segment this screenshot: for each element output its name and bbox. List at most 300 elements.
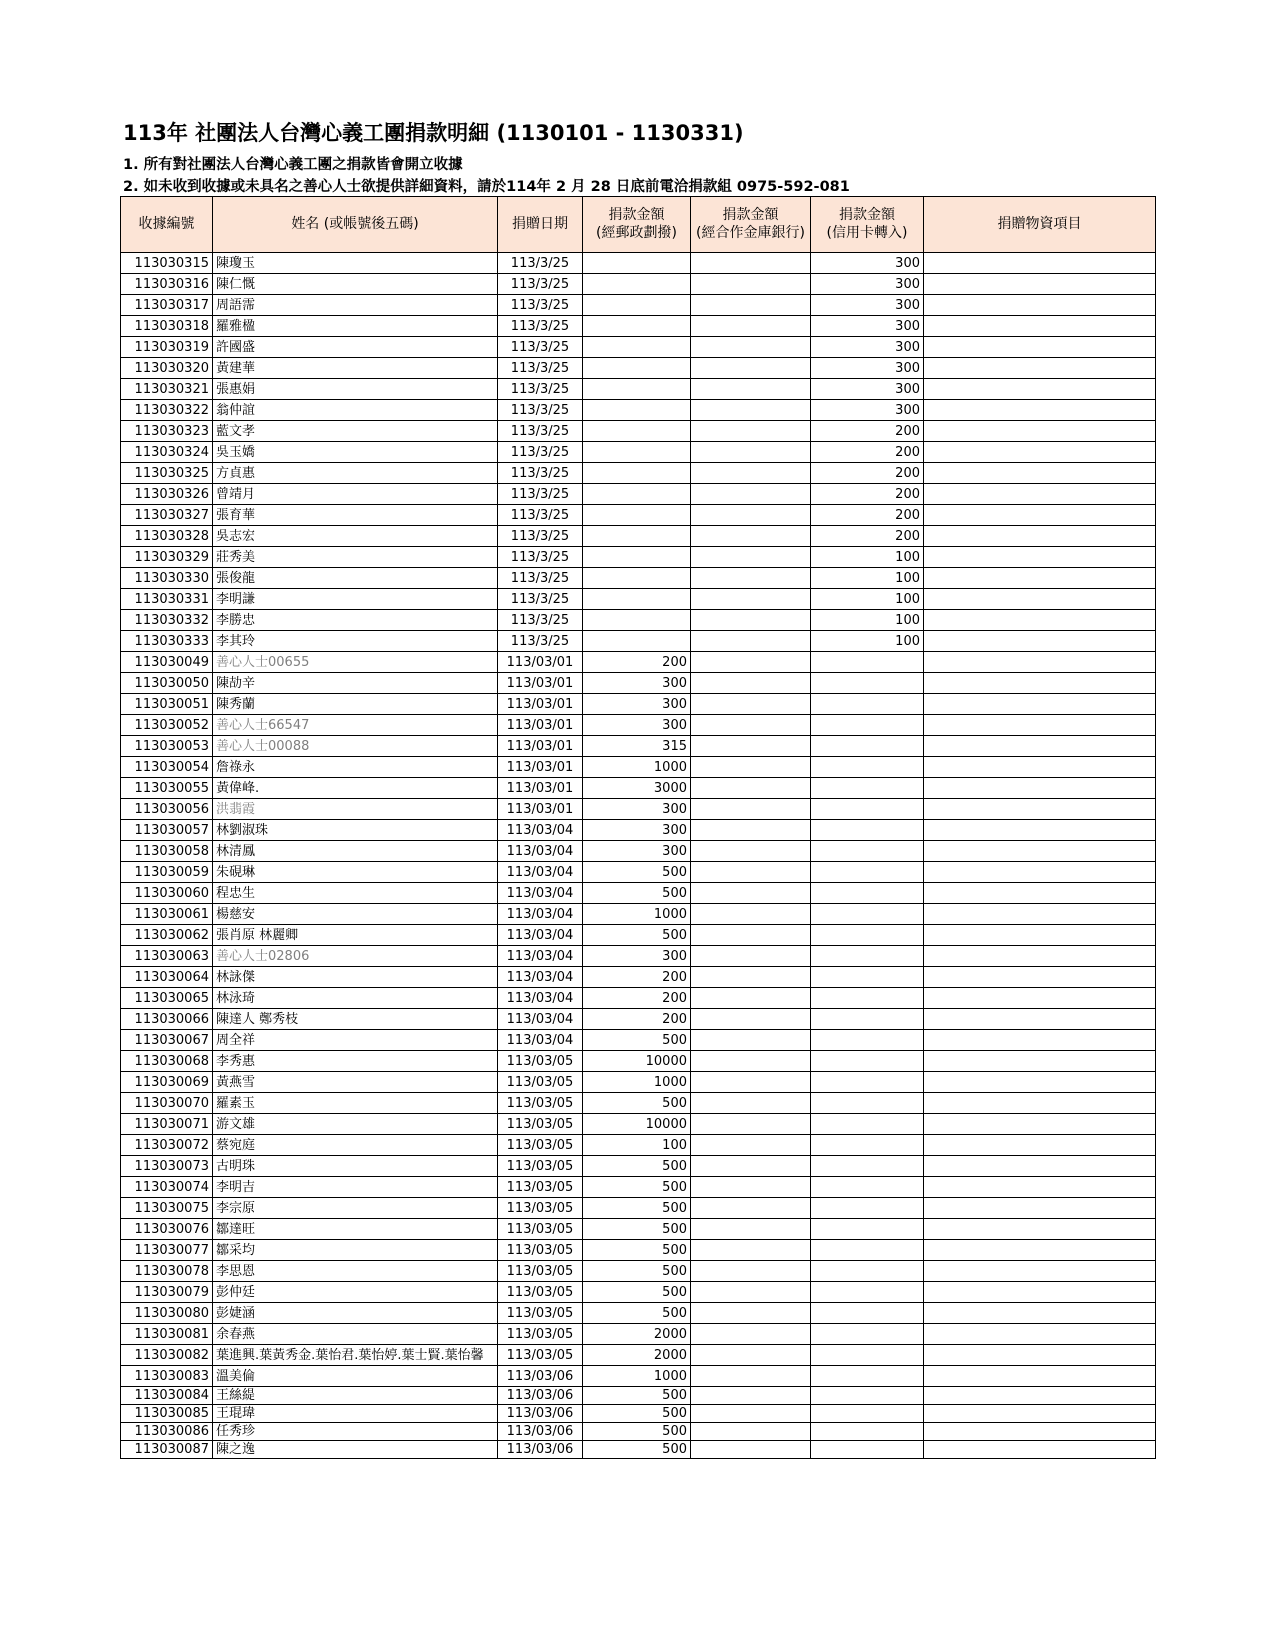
amount-card-cell bbox=[811, 715, 924, 736]
donation-date-cell: 113/3/25 bbox=[498, 379, 583, 400]
receipt-number-cell: 113030077 bbox=[121, 1240, 213, 1261]
goods-cell bbox=[924, 631, 1156, 652]
amount-bank-cell bbox=[691, 589, 811, 610]
amount-card-cell: 200 bbox=[811, 442, 924, 463]
donation-date-cell: 113/03/05 bbox=[498, 1156, 583, 1177]
amount-bank-cell bbox=[691, 1072, 811, 1093]
table-row bbox=[121, 589, 1156, 610]
goods-cell bbox=[924, 673, 1156, 694]
receipt-number-cell: 113030067 bbox=[121, 1030, 213, 1051]
receipt-number-cell: 113030085 bbox=[121, 1405, 213, 1423]
donor-name-cell: 吳玉嬌 bbox=[213, 442, 498, 463]
donor-name-cell: 吳志宏 bbox=[213, 526, 498, 547]
receipt-number-cell: 113030070 bbox=[121, 1093, 213, 1114]
donor-name-cell: 莊秀美 bbox=[213, 547, 498, 568]
table-row bbox=[121, 1324, 1156, 1345]
receipt-number-cell: 113030053 bbox=[121, 736, 213, 757]
receipt-number-cell: 113030316 bbox=[121, 274, 213, 295]
amount-postal-cell bbox=[583, 568, 691, 589]
amount-bank-cell bbox=[691, 1051, 811, 1072]
donor-name-cell: 彭仲廷 bbox=[213, 1282, 498, 1303]
amount-card-cell: 200 bbox=[811, 484, 924, 505]
receipt-number-cell: 113030324 bbox=[121, 442, 213, 463]
donor-name-cell: 王琨瑋 bbox=[213, 1405, 498, 1423]
amount-bank-cell bbox=[691, 1156, 811, 1177]
receipt-number-cell: 113030076 bbox=[121, 1219, 213, 1240]
table-row bbox=[121, 799, 1156, 820]
amount-bank-cell bbox=[691, 1345, 811, 1366]
amount-postal-cell: 1000 bbox=[583, 904, 691, 925]
goods-cell bbox=[924, 967, 1156, 988]
receipt-number-cell: 113030057 bbox=[121, 820, 213, 841]
amount-bank-cell bbox=[691, 841, 811, 862]
donor-name-cell: 任秀珍 bbox=[213, 1423, 498, 1441]
amount-bank-cell bbox=[691, 799, 811, 820]
donor-name-cell: 王絲緹 bbox=[213, 1387, 498, 1405]
table-row bbox=[121, 295, 1156, 316]
donor-name-cell: 李思恩 bbox=[213, 1261, 498, 1282]
donor-name-cell: 陳秀蘭 bbox=[213, 694, 498, 715]
table-row bbox=[121, 400, 1156, 421]
amount-bank-cell bbox=[691, 673, 811, 694]
goods-cell bbox=[924, 253, 1156, 274]
amount-card-cell bbox=[811, 904, 924, 925]
receipt-number-cell: 113030061 bbox=[121, 904, 213, 925]
amount-postal-cell: 300 bbox=[583, 673, 691, 694]
donation-date-cell: 113/3/25 bbox=[498, 358, 583, 379]
amount-card-cell bbox=[811, 1387, 924, 1405]
amount-postal-cell: 500 bbox=[583, 862, 691, 883]
table-row bbox=[121, 1441, 1156, 1459]
amount-card-cell: 100 bbox=[811, 568, 924, 589]
amount-bank-cell bbox=[691, 757, 811, 778]
amount-postal-cell: 500 bbox=[583, 1093, 691, 1114]
amount-postal-cell: 300 bbox=[583, 946, 691, 967]
amount-bank-cell bbox=[691, 946, 811, 967]
donor-name-cell: 林劉淑珠 bbox=[213, 820, 498, 841]
receipt-number-cell: 113030072 bbox=[121, 1135, 213, 1156]
donation-date-cell: 113/3/25 bbox=[498, 484, 583, 505]
goods-cell bbox=[924, 400, 1156, 421]
amount-postal-cell bbox=[583, 484, 691, 505]
amount-card-cell: 100 bbox=[811, 547, 924, 568]
amount-postal-cell: 2000 bbox=[583, 1324, 691, 1345]
receipt-number-cell: 113030083 bbox=[121, 1366, 213, 1387]
receipt-number-cell: 113030049 bbox=[121, 652, 213, 673]
table-row bbox=[121, 757, 1156, 778]
goods-cell bbox=[924, 757, 1156, 778]
donor-name-cell: 陳瓊玉 bbox=[213, 253, 498, 274]
goods-cell bbox=[924, 715, 1156, 736]
goods-cell bbox=[924, 1441, 1156, 1459]
amount-bank-cell bbox=[691, 610, 811, 631]
donation-date-cell: 113/03/04 bbox=[498, 904, 583, 925]
table-row bbox=[121, 1030, 1156, 1051]
amount-bank-cell bbox=[691, 1405, 811, 1423]
goods-cell bbox=[924, 547, 1156, 568]
amount-postal-cell bbox=[583, 610, 691, 631]
table-row bbox=[121, 1072, 1156, 1093]
amount-postal-cell bbox=[583, 463, 691, 484]
amount-card-cell bbox=[811, 946, 924, 967]
amount-postal-cell: 500 bbox=[583, 1030, 691, 1051]
donor-name-cell: 陳劼辛 bbox=[213, 673, 498, 694]
amount-bank-cell bbox=[691, 1198, 811, 1219]
table-row bbox=[121, 253, 1156, 274]
amount-postal-cell: 300 bbox=[583, 820, 691, 841]
donor-name-cell: 林清鳳 bbox=[213, 841, 498, 862]
goods-cell bbox=[924, 1009, 1156, 1030]
donation-date-cell: 113/3/25 bbox=[498, 295, 583, 316]
donor-name-cell: 曾靖月 bbox=[213, 484, 498, 505]
donor-name-cell: 鄒采均 bbox=[213, 1240, 498, 1261]
amount-bank-cell bbox=[691, 400, 811, 421]
table-row bbox=[121, 337, 1156, 358]
donation-date-cell: 113/03/04 bbox=[498, 1030, 583, 1051]
amount-bank-cell bbox=[691, 421, 811, 442]
table-row bbox=[121, 505, 1156, 526]
donation-date-cell: 113/03/04 bbox=[498, 946, 583, 967]
donation-date-cell: 113/3/25 bbox=[498, 568, 583, 589]
goods-cell bbox=[924, 1030, 1156, 1051]
table-row bbox=[121, 694, 1156, 715]
donation-date-cell: 113/03/05 bbox=[498, 1261, 583, 1282]
amount-bank-cell bbox=[691, 736, 811, 757]
donation-date-cell: 113/3/25 bbox=[498, 400, 583, 421]
donation-date-cell: 113/03/05 bbox=[498, 1324, 583, 1345]
receipt-number-cell: 113030074 bbox=[121, 1177, 213, 1198]
donor-name-cell: 陳仁慨 bbox=[213, 274, 498, 295]
amount-card-cell bbox=[811, 1156, 924, 1177]
table-row bbox=[121, 358, 1156, 379]
receipt-number-cell: 113030056 bbox=[121, 799, 213, 820]
amount-bank-cell bbox=[691, 1177, 811, 1198]
donation-date-cell: 113/03/04 bbox=[498, 988, 583, 1009]
donation-date-cell: 113/3/25 bbox=[498, 337, 583, 358]
goods-cell bbox=[924, 1345, 1156, 1366]
amount-postal-cell: 500 bbox=[583, 1303, 691, 1324]
amount-bank-cell bbox=[691, 925, 811, 946]
receipt-number-cell: 113030319 bbox=[121, 337, 213, 358]
donation-date-cell: 113/03/05 bbox=[498, 1303, 583, 1324]
donation-date-cell: 113/3/25 bbox=[498, 631, 583, 652]
goods-cell bbox=[924, 1114, 1156, 1135]
table-row bbox=[121, 442, 1156, 463]
table-row bbox=[121, 862, 1156, 883]
donor-name-cell: 翁仲誼 bbox=[213, 400, 498, 421]
donation-date-cell: 113/03/04 bbox=[498, 841, 583, 862]
amount-postal-cell: 500 bbox=[583, 883, 691, 904]
table-row bbox=[121, 484, 1156, 505]
amount-card-cell bbox=[811, 1345, 924, 1366]
amount-postal-cell: 500 bbox=[583, 1423, 691, 1441]
receipt-number-cell: 113030315 bbox=[121, 253, 213, 274]
donor-name-cell: 張肖原 林麗卿 bbox=[213, 925, 498, 946]
donation-date-cell: 113/03/05 bbox=[498, 1093, 583, 1114]
goods-cell bbox=[924, 1177, 1156, 1198]
table-row bbox=[121, 1345, 1156, 1366]
receipt-number-cell: 113030326 bbox=[121, 484, 213, 505]
amount-card-cell bbox=[811, 1030, 924, 1051]
donor-name-cell: 洪翡霞 bbox=[213, 799, 498, 820]
amount-card-cell: 200 bbox=[811, 505, 924, 526]
donor-name-cell: 陳達人 鄭秀枝 bbox=[213, 1009, 498, 1030]
receipt-number-cell: 113030078 bbox=[121, 1261, 213, 1282]
donation-date-cell: 113/03/05 bbox=[498, 1219, 583, 1240]
donation-date-cell: 113/03/04 bbox=[498, 1009, 583, 1030]
amount-postal-cell bbox=[583, 400, 691, 421]
receipt-number-cell: 113030069 bbox=[121, 1072, 213, 1093]
goods-cell bbox=[924, 778, 1156, 799]
table-row bbox=[121, 778, 1156, 799]
amount-postal-cell: 200 bbox=[583, 988, 691, 1009]
table-row bbox=[121, 463, 1156, 484]
amount-bank-cell bbox=[691, 1219, 811, 1240]
donation-date-cell: 113/3/25 bbox=[498, 421, 583, 442]
table-row bbox=[121, 715, 1156, 736]
amount-card-cell bbox=[811, 1282, 924, 1303]
donor-name-cell: 楊慈安 bbox=[213, 904, 498, 925]
contact-note: 2. 如未收到收據或未具名之善心人士欲提供詳細資料，請於114年 2 月 28 日底前電洽捐款組 0975-592-081 bbox=[123, 179, 850, 195]
amount-card-cell bbox=[811, 1405, 924, 1423]
receipt-number-cell: 113030329 bbox=[121, 547, 213, 568]
donor-name-cell: 李其玲 bbox=[213, 631, 498, 652]
goods-cell bbox=[924, 1051, 1156, 1072]
table-row bbox=[121, 1198, 1156, 1219]
amount-bank-cell bbox=[691, 316, 811, 337]
receipt-number-cell: 113030333 bbox=[121, 631, 213, 652]
amount-postal-cell bbox=[583, 379, 691, 400]
amount-card-cell bbox=[811, 1093, 924, 1114]
amount-bank-cell bbox=[691, 1135, 811, 1156]
goods-cell bbox=[924, 694, 1156, 715]
goods-cell bbox=[924, 421, 1156, 442]
amount-card-cell: 200 bbox=[811, 463, 924, 484]
table-row bbox=[121, 547, 1156, 568]
amount-card-cell bbox=[811, 673, 924, 694]
table-row bbox=[121, 1219, 1156, 1240]
donor-name-cell: 古明珠 bbox=[213, 1156, 498, 1177]
donation-date-cell: 113/3/25 bbox=[498, 526, 583, 547]
amount-card-cell: 100 bbox=[811, 610, 924, 631]
donation-date-cell: 113/03/05 bbox=[498, 1135, 583, 1156]
donor-name-cell: 藍文孝 bbox=[213, 421, 498, 442]
amount-card-cell bbox=[811, 1009, 924, 1030]
table-row bbox=[121, 1282, 1156, 1303]
goods-cell bbox=[924, 1405, 1156, 1423]
donor-name-cell: 林泳琦 bbox=[213, 988, 498, 1009]
amount-bank-cell bbox=[691, 694, 811, 715]
amount-postal-cell: 300 bbox=[583, 799, 691, 820]
amount-bank-cell bbox=[691, 988, 811, 1009]
amount-card-cell: 300 bbox=[811, 316, 924, 337]
receipt-number-cell: 113030051 bbox=[121, 694, 213, 715]
receipt-number-cell: 113030331 bbox=[121, 589, 213, 610]
amount-postal-cell: 3000 bbox=[583, 778, 691, 799]
amount-bank-cell bbox=[691, 1366, 811, 1387]
donor-name-cell: 葉進興.葉黃秀金.葉怡君.葉怡婷.葉士賢.葉怡馨 bbox=[213, 1345, 498, 1366]
receipt-number-cell: 113030087 bbox=[121, 1441, 213, 1459]
donor-name-cell: 彭婕涵 bbox=[213, 1303, 498, 1324]
amount-postal-cell: 10000 bbox=[583, 1051, 691, 1072]
donation-date-cell: 113/3/25 bbox=[498, 610, 583, 631]
amount-bank-cell bbox=[691, 379, 811, 400]
goods-cell bbox=[924, 1072, 1156, 1093]
table-row bbox=[121, 883, 1156, 904]
amount-postal-cell: 500 bbox=[583, 1198, 691, 1219]
amount-card-cell: 200 bbox=[811, 526, 924, 547]
amount-bank-cell bbox=[691, 295, 811, 316]
goods-cell bbox=[924, 904, 1156, 925]
amount-card-cell bbox=[811, 841, 924, 862]
table-row bbox=[121, 316, 1156, 337]
donation-date-cell: 113/03/01 bbox=[498, 736, 583, 757]
goods-cell bbox=[924, 610, 1156, 631]
amount-card-cell bbox=[811, 694, 924, 715]
receipt-number-cell: 113030064 bbox=[121, 967, 213, 988]
header-amount-postal: 捐款金額 (經郵政劃撥) bbox=[583, 197, 691, 253]
amount-bank-cell bbox=[691, 337, 811, 358]
amount-card-cell: 300 bbox=[811, 295, 924, 316]
goods-cell bbox=[924, 799, 1156, 820]
goods-cell bbox=[924, 1303, 1156, 1324]
table-row bbox=[121, 421, 1156, 442]
receipt-number-cell: 113030330 bbox=[121, 568, 213, 589]
table-row bbox=[121, 1177, 1156, 1198]
table-row bbox=[121, 736, 1156, 757]
donation-date-cell: 113/03/01 bbox=[498, 757, 583, 778]
amount-postal-cell: 100 bbox=[583, 1135, 691, 1156]
amount-postal-cell bbox=[583, 337, 691, 358]
amount-bank-cell bbox=[691, 442, 811, 463]
amount-bank-cell bbox=[691, 652, 811, 673]
amount-bank-cell bbox=[691, 883, 811, 904]
table-row bbox=[121, 988, 1156, 1009]
table-row bbox=[121, 1366, 1156, 1387]
amount-postal-cell bbox=[583, 295, 691, 316]
amount-card-cell bbox=[811, 1441, 924, 1459]
amount-card-cell bbox=[811, 799, 924, 820]
goods-cell bbox=[924, 1135, 1156, 1156]
amount-card-cell: 300 bbox=[811, 358, 924, 379]
amount-card-cell: 100 bbox=[811, 631, 924, 652]
amount-postal-cell: 500 bbox=[583, 1177, 691, 1198]
amount-postal-cell: 500 bbox=[583, 925, 691, 946]
goods-cell bbox=[924, 463, 1156, 484]
amount-postal-cell bbox=[583, 316, 691, 337]
donor-name-cell: 善心人士00655 bbox=[213, 652, 498, 673]
goods-cell bbox=[924, 1282, 1156, 1303]
receipt-number-cell: 113030320 bbox=[121, 358, 213, 379]
donation-date-cell: 113/3/25 bbox=[498, 316, 583, 337]
table-row bbox=[121, 1009, 1156, 1030]
amount-card-cell bbox=[811, 1240, 924, 1261]
receipt-number-cell: 113030084 bbox=[121, 1387, 213, 1405]
amount-bank-cell bbox=[691, 1324, 811, 1345]
receipt-number-cell: 113030321 bbox=[121, 379, 213, 400]
donation-date-cell: 113/03/05 bbox=[498, 1177, 583, 1198]
donation-date-cell: 113/03/06 bbox=[498, 1405, 583, 1423]
table-row bbox=[121, 673, 1156, 694]
amount-card-cell bbox=[811, 925, 924, 946]
amount-bank-cell bbox=[691, 1240, 811, 1261]
amount-bank-cell bbox=[691, 778, 811, 799]
amount-postal-cell: 300 bbox=[583, 841, 691, 862]
amount-card-cell: 300 bbox=[811, 379, 924, 400]
donation-date-cell: 113/03/01 bbox=[498, 673, 583, 694]
amount-card-cell: 100 bbox=[811, 589, 924, 610]
amount-postal-cell bbox=[583, 421, 691, 442]
amount-card-cell bbox=[811, 778, 924, 799]
receipt-number-cell: 113030052 bbox=[121, 715, 213, 736]
goods-cell bbox=[924, 274, 1156, 295]
donation-date-cell: 113/03/06 bbox=[498, 1366, 583, 1387]
amount-postal-cell: 10000 bbox=[583, 1114, 691, 1135]
receipt-number-cell: 113030054 bbox=[121, 757, 213, 778]
table-row bbox=[121, 1303, 1156, 1324]
amount-postal-cell bbox=[583, 442, 691, 463]
donor-name-cell: 溫美倫 bbox=[213, 1366, 498, 1387]
page-title: 113年 社團法人台灣心義工團捐款明細 (1130101 - 1130331) bbox=[123, 121, 744, 145]
donation-date-cell: 113/03/01 bbox=[498, 694, 583, 715]
donor-name-cell: 李明謙 bbox=[213, 589, 498, 610]
amount-card-cell bbox=[811, 820, 924, 841]
amount-card-cell bbox=[811, 652, 924, 673]
table-row bbox=[121, 1156, 1156, 1177]
receipt-number-cell: 113030060 bbox=[121, 883, 213, 904]
table-row bbox=[121, 841, 1156, 862]
donor-name-cell: 余春燕 bbox=[213, 1324, 498, 1345]
header-name: 姓名 (或帳號後五碼) bbox=[213, 197, 498, 253]
amount-bank-cell bbox=[691, 484, 811, 505]
amount-postal-cell: 1000 bbox=[583, 1366, 691, 1387]
donor-name-cell: 游文雄 bbox=[213, 1114, 498, 1135]
table-row bbox=[121, 652, 1156, 673]
receipt-number-cell: 113030332 bbox=[121, 610, 213, 631]
donation-date-cell: 113/03/05 bbox=[498, 1114, 583, 1135]
goods-cell bbox=[924, 337, 1156, 358]
receipt-number-cell: 113030323 bbox=[121, 421, 213, 442]
amount-card-cell bbox=[811, 1423, 924, 1441]
receipt-number-cell: 113030080 bbox=[121, 1303, 213, 1324]
amount-bank-cell bbox=[691, 1030, 811, 1051]
receipt-number-cell: 113030055 bbox=[121, 778, 213, 799]
header-receipt-number: 收據編號 bbox=[121, 197, 213, 253]
amount-card-cell bbox=[811, 1303, 924, 1324]
amount-bank-cell bbox=[691, 1009, 811, 1030]
receipt-number-cell: 113030086 bbox=[121, 1423, 213, 1441]
receipt-number-cell: 113030065 bbox=[121, 988, 213, 1009]
donor-name-cell: 許國盛 bbox=[213, 337, 498, 358]
donor-name-cell: 李勝忠 bbox=[213, 610, 498, 631]
goods-cell bbox=[924, 1240, 1156, 1261]
goods-cell bbox=[924, 883, 1156, 904]
amount-card-cell: 300 bbox=[811, 400, 924, 421]
donor-name-cell: 程忠生 bbox=[213, 883, 498, 904]
donation-date-cell: 113/3/25 bbox=[498, 505, 583, 526]
table-row bbox=[121, 568, 1156, 589]
donation-date-cell: 113/03/01 bbox=[498, 715, 583, 736]
amount-card-cell bbox=[811, 736, 924, 757]
amount-card-cell bbox=[811, 1198, 924, 1219]
amount-postal-cell: 300 bbox=[583, 715, 691, 736]
goods-cell bbox=[924, 1366, 1156, 1387]
amount-bank-cell bbox=[691, 547, 811, 568]
goods-cell bbox=[924, 1324, 1156, 1345]
table-row bbox=[121, 1114, 1156, 1135]
header-goods: 捐贈物資項目 bbox=[924, 197, 1156, 253]
amount-postal-cell: 500 bbox=[583, 1219, 691, 1240]
